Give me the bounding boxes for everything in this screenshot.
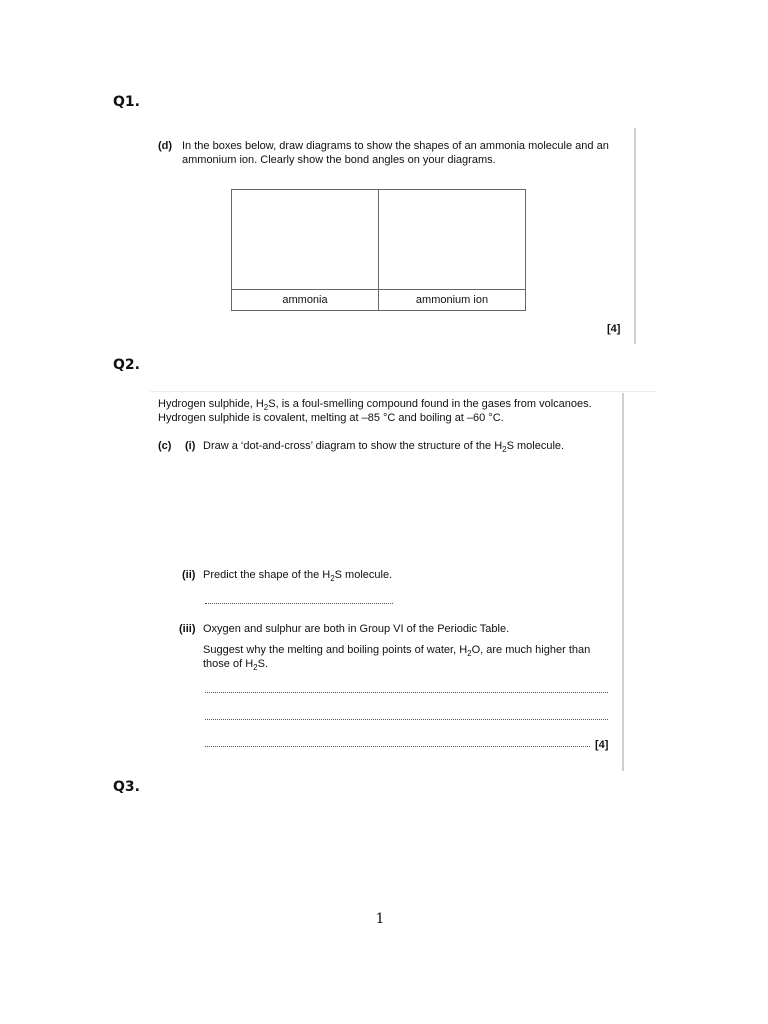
q2-part-iii-text: Oxygen and sulphur are both in Group VI of the Periodic Table. (203, 623, 510, 635)
q2-suggest-line2 (203, 657, 268, 671)
q1-part-label: (d) (158, 140, 173, 152)
q2-intro-line2: Hydrogen sulphide is covalent, melting at –85 °C and boiling at –60 °C. (158, 412, 504, 424)
q2-part-ii-text-a: Predict the shape of the H (203, 569, 331, 581)
q2-part-c-label: (c) (158, 440, 172, 452)
q2-suggest-line1-b: O, are much higher than (471, 644, 591, 656)
q2-suggest-line2-sub: 2 (253, 663, 258, 672)
q2-part-iii-label: (iii) (179, 623, 196, 635)
q2-part-ii-label: (ii) (182, 569, 196, 581)
q2-suggest-line1-a: Suggest why the melting and boiling points of water, H (203, 644, 468, 656)
q1-ammonia-label: ammonia (282, 294, 328, 306)
q1-answer-table (231, 189, 526, 311)
q2-part-i-sub: 2 (502, 445, 507, 454)
q1-margin-line (634, 128, 636, 344)
q2-intro-line1-a: Hydrogen sulphide, H (158, 398, 264, 410)
q1-ammonium-drawing-box[interactable] (379, 190, 525, 289)
q2-intro-line1 (158, 397, 592, 411)
q2-suggest-line2-a: those of H (203, 658, 254, 670)
q2-top-rule (150, 391, 655, 392)
q3-label: Q3. (113, 779, 140, 795)
q2-label: Q2. (113, 357, 140, 373)
q2-intro-line1-sub: 2 (263, 403, 269, 412)
q2-suggest-line1 (203, 643, 590, 657)
q2-part-iii-answer-line-2[interactable] (205, 719, 608, 720)
q1-ammonia-drawing-box[interactable] (232, 190, 378, 289)
q2-suggest-line1-sub: 2 (467, 649, 472, 658)
q2-part-i-text-b: S molecule. (506, 440, 565, 452)
q1-marks: [4] (607, 323, 621, 335)
q2-part-i-text (203, 439, 564, 453)
q1-text-line1: In the boxes below, draw diagrams to show the shapes of an ammonia molecule and an (182, 140, 609, 152)
q2-part-iii-answer-line-1[interactable] (205, 692, 608, 693)
q2-dot-cross-drawing-area[interactable] (203, 458, 603, 558)
q1-text-line2: ammonium ion. Clearly show the bond angles on your diagrams. (182, 154, 496, 166)
q2-intro-line1-b: S, is a foul-smelling compound found in the gases from volcanoes. (268, 398, 592, 410)
q1-ammonium-label: ammonium ion (415, 294, 489, 306)
q2-marks: [4] (595, 739, 609, 751)
q2-margin-line (622, 393, 624, 771)
q1-table-label-row-line (232, 289, 525, 290)
q2-part-ii-sub: 2 (330, 574, 335, 583)
page-number: 1 (375, 911, 385, 927)
q2-part-ii-text (203, 568, 392, 582)
q2-part-iii-answer-line-3[interactable] (205, 746, 590, 747)
q2-suggest-line2-b: S. (257, 658, 268, 670)
q1-label: Q1. (113, 94, 140, 110)
q2-part-ii-answer-line[interactable] (205, 603, 393, 604)
q2-part-ii-text-b: S molecule. (334, 569, 393, 581)
q2-part-i-label: (i) (185, 440, 196, 452)
q2-part-i-text-a: Draw a ‘dot-and-cross’ diagram to show the structure of the H (203, 440, 503, 452)
